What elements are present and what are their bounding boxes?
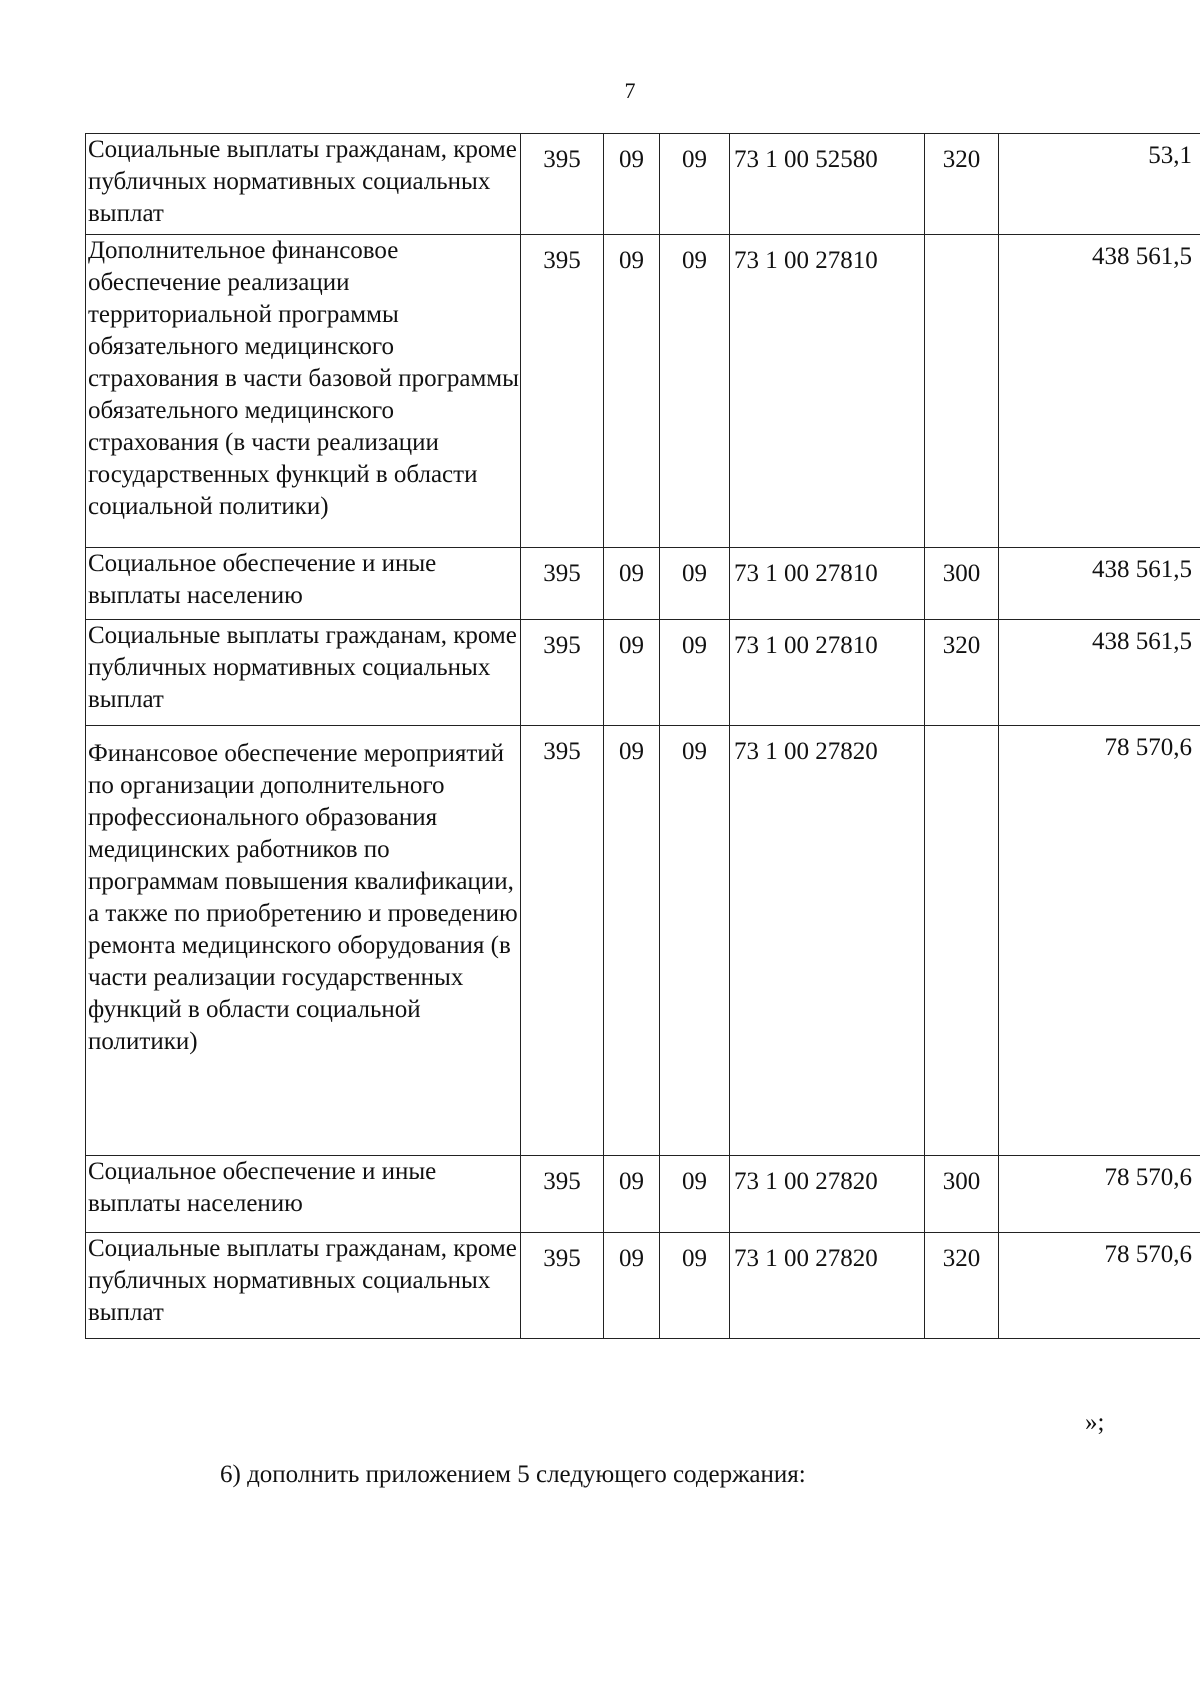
row-sum: 53,1 (999, 134, 1200, 235)
row-section: 09 (604, 1233, 660, 1339)
row-name: Финансовое обеспечение мероприятий по организации дополнительного профессионального образования медицинских работников по программам повышения квалификации, а также по приобретению и проведению ремонта медицинского оборудования (в части реализации государственных функций в области социальной политики) (86, 726, 521, 1156)
row-vr: 320 (925, 134, 999, 235)
row-subsection: 09 (660, 134, 730, 235)
row-csr: 73 1 00 27810 (730, 548, 925, 620)
row-subsection: 09 (660, 620, 730, 726)
row-csr: 73 1 00 52580 (730, 134, 925, 235)
amendment-item-text: 6) дополнить приложением 5 следующего содержания: (220, 1461, 806, 1488)
row-csr: 73 1 00 27810 (730, 235, 925, 548)
row-sum: 78 570,6 (999, 726, 1200, 1156)
closing-quote: »; (1085, 1409, 1105, 1436)
row-subsection: 09 (660, 726, 730, 1156)
row-section: 09 (604, 548, 660, 620)
row-section: 09 (604, 235, 660, 548)
table-row (86, 1156, 1200, 1233)
row-sum: 78 570,6 (999, 1233, 1200, 1339)
table-row (86, 726, 1200, 1156)
page-number: 7 (624, 78, 636, 103)
table-row (86, 134, 1200, 235)
row-sum: 78 570,6 (999, 1156, 1200, 1233)
row-vr: 320 (925, 1233, 999, 1339)
row-sum: 438 561,5 (999, 620, 1200, 726)
row-name: Социальные выплаты гражданам, кроме публичных нормативных социальных выплат (86, 1233, 521, 1339)
budget-table (85, 133, 1200, 1339)
row-section: 09 (604, 620, 660, 726)
row-csr: 73 1 00 27820 (730, 1233, 925, 1339)
row-sum: 438 561,5 (999, 235, 1200, 548)
row-name: Социальное обеспечение и иные выплаты населению (86, 548, 521, 620)
row-section: 09 (604, 726, 660, 1156)
table-row (86, 235, 1200, 548)
table-row (86, 548, 1200, 620)
row-vr: 320 (925, 620, 999, 726)
row-code: 395 (521, 726, 604, 1156)
row-subsection: 09 (660, 1156, 730, 1233)
row-code: 395 (521, 548, 604, 620)
table-row (86, 1233, 1200, 1339)
row-code: 395 (521, 1156, 604, 1233)
row-code: 395 (521, 235, 604, 548)
row-code: 395 (521, 620, 604, 726)
row-code: 395 (521, 134, 604, 235)
row-section: 09 (604, 134, 660, 235)
row-subsection: 09 (660, 235, 730, 548)
row-name: Дополнительное финансовое обеспечение реализации территориальной программы обязательного медицинского страхования в части базовой программы обязательного медицинского страхования (в части реализации государственных функций в области социальной политики) (86, 235, 521, 548)
budget-table-body (86, 134, 1200, 1339)
row-name: Социальное обеспечение и иные выплаты населению (86, 1156, 521, 1233)
row-subsection: 09 (660, 1233, 730, 1339)
row-section: 09 (604, 1156, 660, 1233)
row-vr: 300 (925, 548, 999, 620)
row-vr (925, 726, 999, 1156)
row-csr: 73 1 00 27820 (730, 726, 925, 1156)
row-code: 395 (521, 1233, 604, 1339)
row-sum: 438 561,5 (999, 548, 1200, 620)
row-name: Социальные выплаты гражданам, кроме публичных нормативных социальных выплат (86, 620, 521, 726)
row-csr: 73 1 00 27820 (730, 1156, 925, 1233)
table-row (86, 620, 1200, 726)
row-subsection: 09 (660, 548, 730, 620)
row-vr (925, 235, 999, 548)
row-name: Социальные выплаты гражданам, кроме публичных нормативных социальных выплат (86, 134, 521, 235)
row-csr: 73 1 00 27810 (730, 620, 925, 726)
row-vr: 300 (925, 1156, 999, 1233)
